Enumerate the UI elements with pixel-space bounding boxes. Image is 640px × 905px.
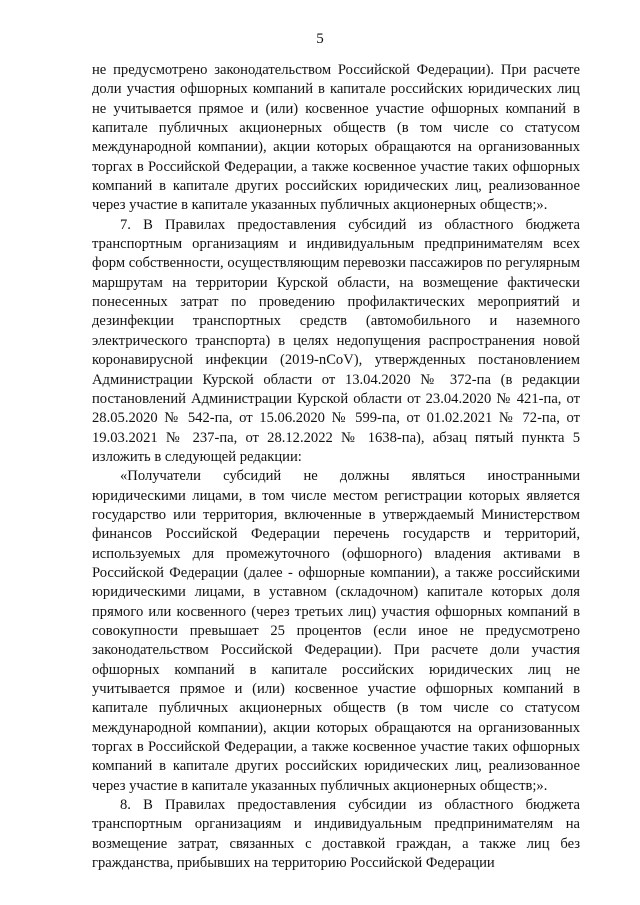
page-number: 5 bbox=[316, 31, 324, 47]
paragraph-quoted-amendment: «Получатели субсидий не должны являться иностранными юридическими лицами, в том числе местом регистрации которых является государство или территория, включенные в утверждаемый Министерством финансов Российской Федерации перечень государств и территорий, используемых для промежуточного (офшорного) владения активами в Российской Федерации (далее - офшорные компании), а также российскими юридическими лицами, в уставном (складочном) капитале которых доля прямого или косвенного (через третьих лиц) участия офшорных компаний в совокупности превышает 25 процентов (если иное не предусмотрено законодательством Российской Федерации). При расчете доли участия офшорных компаний в капитале российских юридических лиц не учитывается прямое и (или) косвенное участие офшорных компаний в капитале публичных акционерных обществ (в том числе со статусом международной компании), акции которых обращаются на организованных торгах в Российской Федерации, а также косвенное участие таких офшорных компаний в капитале других российских юридических лиц, реализованное через участие в капитале указанных публичных акционерных обществ;». bbox=[92, 468, 580, 794]
paragraph-item-8: 8. В Правилах предоставления субсидии из областного бюджета транспортным организациям и индивидуальным предпринимателям на возмещение затрат, связанных с доставкой граждан, а также лиц без гражданства, прибывших на территорию Российской Федерации bbox=[92, 797, 580, 872]
paragraph-item-7: 7. В Правилах предоставления субсидий из областного бюджета транспортным организациям и индивидуальным предпринимателям всех форм собственности, осуществляющим перевозки пассажиров по регулярным маршрутам на территории Курской области, на возмещение фактически понесенных затрат по проведению профилактических мероприятий и дезинфекции транспортных средств (автомобильного и наземного электрического транспорта) в целях недопущения распространения новой коронавирусной инфекции (2019-nCoV), утвержденных постановлением Администрации Курской области от 13.04.2020 № 372-па (в редакции постановлений Администрации Курской области от 23.04.2020 № 421-па, от 28.05.2020 № 542-па, от 15.06.2020 № 599-па, от 01.02.2021 № 72-па, от 19.03.2021 № 237-па, от 28.12.2022 № 1638-па), абзац пятый пункта 5 изложить в следующей редакции: bbox=[92, 216, 580, 465]
document-body bbox=[92, 61, 580, 873]
paragraph-continuation: не предусмотрено законодательством Российской Федерации). При расчете доли участия офшорных компаний в капитале российских юридических лиц не учитывается прямое и (или) косвенное участие офшорных компаний в капитале публичных акционерных обществ (в том числе со статусом международной компании), акции которых обращаются на организованных торгах в Российской Федерации, а также косвенное участие таких офшорных компаний в капитале других российских юридических лиц, реализованное через участие в капитале указанных публичных акционерных обществ;». bbox=[92, 62, 580, 214]
